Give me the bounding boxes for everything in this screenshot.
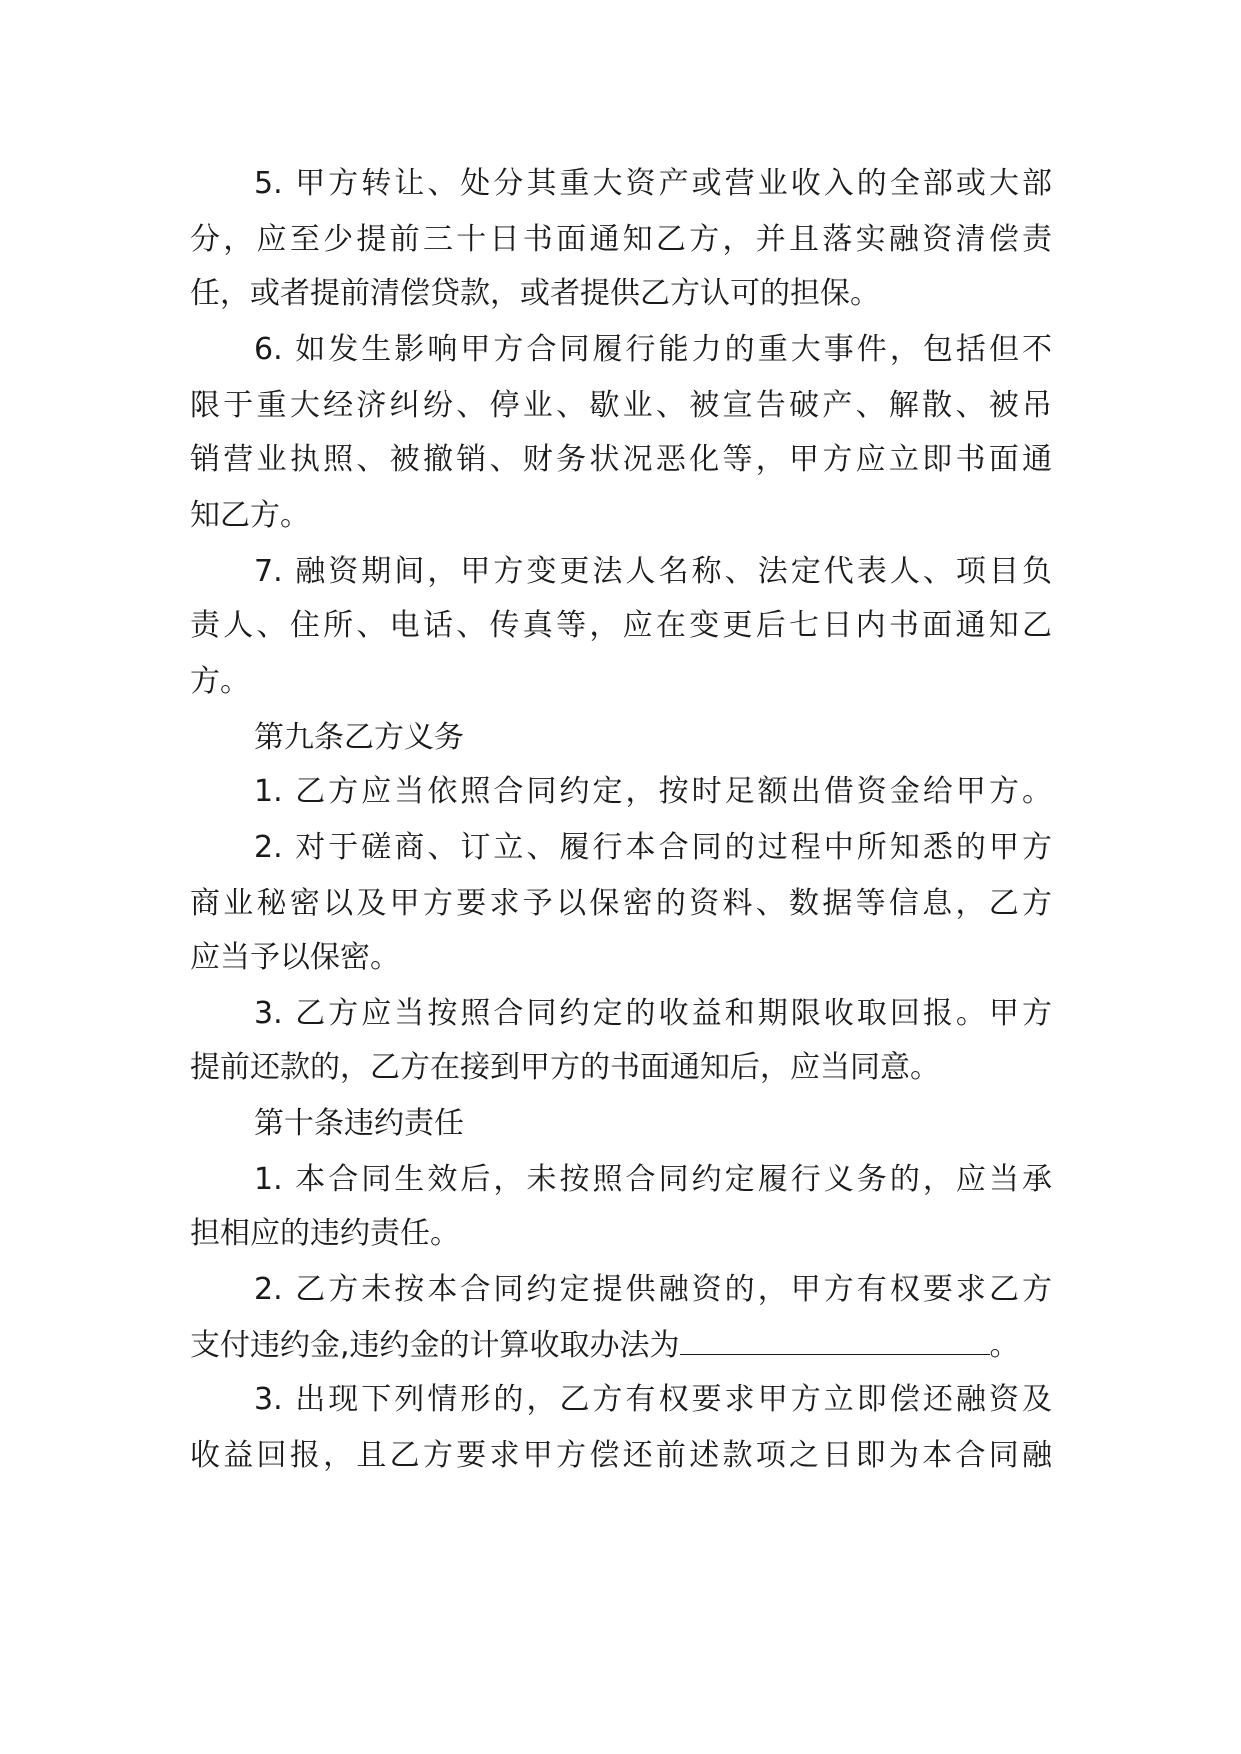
paragraph-line: 3. 出现下列情形的，乙方有权要求甲方立即偿还融资及 [254, 1382, 1052, 1417]
paragraph-line: 提前还款的，乙方在接到甲方的书面通知后，应当同意。 [190, 1050, 940, 1085]
paragraph-line: 2. 乙方未按本合同约定提供融资的，甲方有权要求乙方 [254, 1272, 1052, 1307]
paragraph-line: 应当予以保密。 [190, 940, 400, 975]
paragraph-line: 商业秘密以及甲方要求予以保密的资料、数据等信息，乙方 [190, 886, 1052, 921]
fill-in-blank[interactable] [680, 1324, 990, 1355]
paragraph-line: 限于重大经济纠纷、停业、歇业、被宣告破产、解散、被吊 [190, 388, 1052, 423]
paragraph-line: 知乙方。 [190, 498, 310, 533]
paragraph-line: 方。 [190, 664, 250, 699]
paragraph-line: 收益回报，且乙方要求甲方偿还前述款项之日即为本合同融 [190, 1438, 1052, 1473]
line-text: 支付违约金,违约金的计算收取办法为 [190, 1328, 680, 1363]
paragraph-line: 1. 本合同生效后，未按照合同约定履行义务的，应当承 [254, 1162, 1052, 1197]
paragraph-line: 5. 甲方转让、处分其重大资产或营业收入的全部或大部 [254, 166, 1052, 201]
paragraph-line-with-blank [190, 1324, 1052, 1368]
paragraph-line: 任，或者提前清偿贷款，或者提供乙方认可的担保。 [190, 276, 880, 311]
paragraph-line: 1. 乙方应当依照合同约定，按时足额出借资金给甲方。 [254, 774, 1052, 809]
paragraph-line: 7. 融资期间，甲方变更法人名称、法定代表人、项目负 [254, 554, 1052, 589]
paragraph-line: 2. 对于磋商、订立、履行本合同的过程中所知悉的甲方 [254, 830, 1052, 865]
paragraph-line: 销营业执照、被撤销、财务状况恶化等，甲方应立即书面通 [190, 442, 1052, 477]
paragraph-line: 责人、住所、电话、传真等，应在变更后七日内书面通知乙 [190, 608, 1052, 643]
paragraph-line: 6. 如发生影响甲方合同履行能力的重大事件，包括但不 [254, 332, 1052, 367]
line-end-punctuation: 。 [989, 1328, 1020, 1363]
section-heading: 第十条违约责任 [254, 1106, 464, 1141]
paragraph-line: 3. 乙方应当按照合同约定的收益和期限收取回报。甲方 [254, 996, 1052, 1031]
paragraph-line: 分，应至少提前三十日书面通知乙方，并且落实融资清偿责 [190, 222, 1052, 257]
paragraph-line: 担相应的违约责任。 [190, 1216, 460, 1251]
section-heading: 第九条乙方义务 [254, 720, 464, 755]
